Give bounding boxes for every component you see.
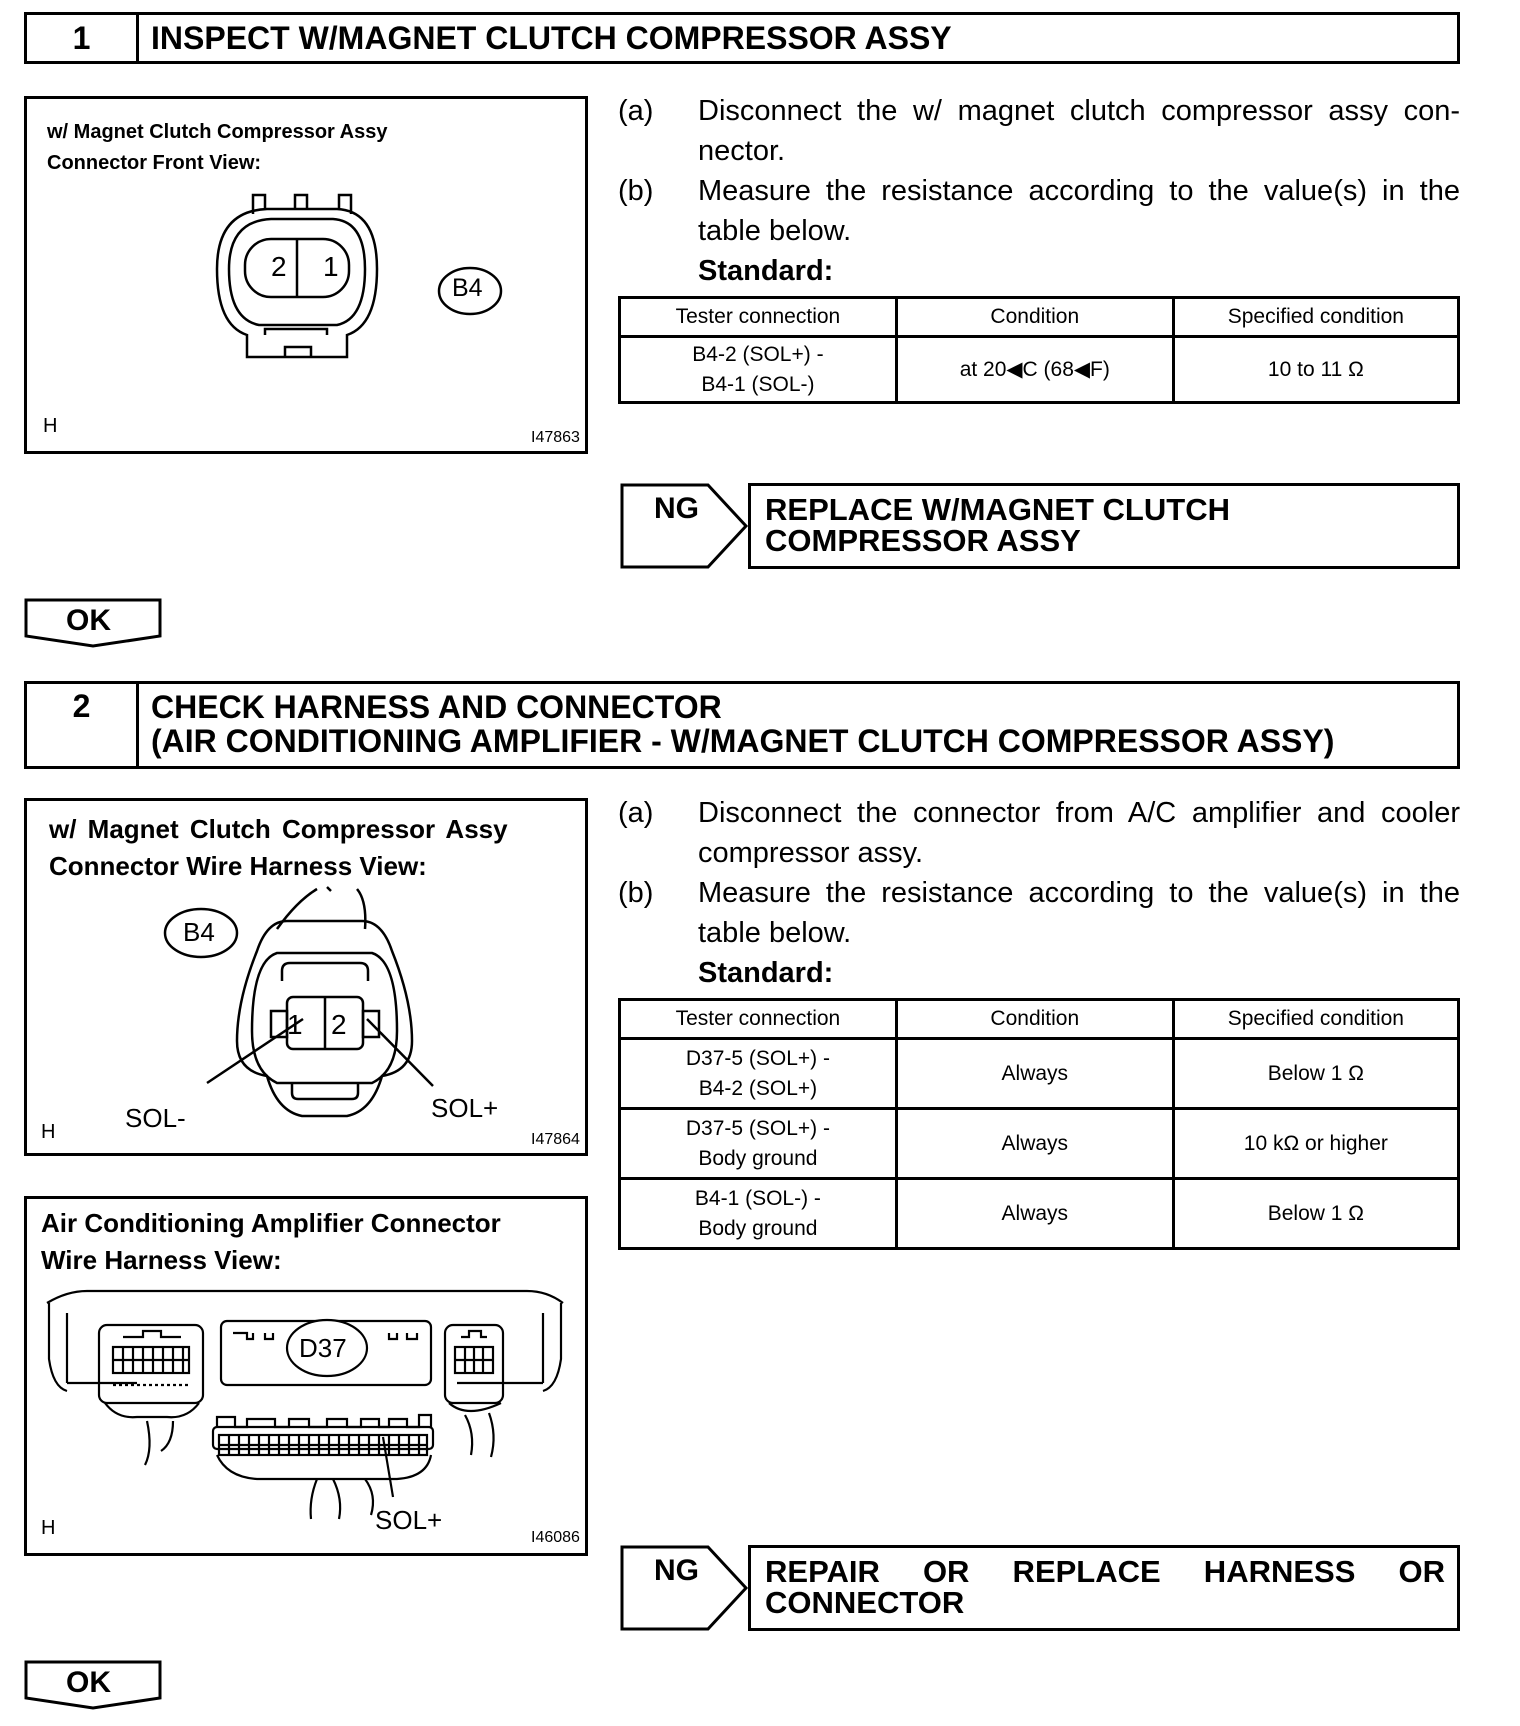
table-header: Specified condition <box>1173 1000 1458 1039</box>
figure-title: Air Conditioning Amplifier Connector Wire Harness View: <box>41 1208 501 1275</box>
table-header-row <box>620 1000 1459 1039</box>
spec-cell: 10 to 11 Ω <box>1173 337 1458 403</box>
ok-label: OK <box>66 1666 111 1699</box>
table-row <box>620 1039 1459 1109</box>
amplifier-connector-diagram <box>27 1199 585 1553</box>
compressor-connector-diagram <box>27 801 585 1153</box>
ng-result-box <box>748 483 1460 569</box>
table-row <box>620 1109 1459 1179</box>
connector-code: D37 <box>299 1333 347 1363</box>
step-1-standard-table <box>618 296 1460 404</box>
compressor-wire-harness-figure <box>24 798 588 1156</box>
table-header: Condition <box>896 1000 1173 1039</box>
sol-plus-label: SOL+ <box>431 1093 499 1123</box>
table-row <box>620 1179 1459 1249</box>
step-1-header <box>24 12 1460 64</box>
step-2-standard-table <box>618 998 1460 1250</box>
tester-connection-cell: B4-1 (SOL-) - Body ground <box>620 1179 897 1249</box>
ok-label: OK <box>66 604 111 637</box>
ng-result-box <box>748 1545 1460 1631</box>
spec-cell: Below 1 Ω <box>1173 1179 1458 1249</box>
instruction-b: (b) Measure the resistance according to the value(s) in the table below. <box>618 877 1460 949</box>
tester-connection-cell: D37-5 (SOL+) - Body ground <box>620 1109 897 1179</box>
condition-cell: at 20◀C (68◀F) <box>896 337 1173 403</box>
table-header-row <box>620 298 1459 337</box>
ng-label: NG <box>654 1554 699 1587</box>
figure-h-mark: H <box>41 1517 56 1539</box>
step-title: CHECK HARNESS AND CONNECTOR (AIR CONDITIONING AMPLIFIER - W/MAGNET CLUTCH COMPRESSOR ASSY) <box>151 689 1335 759</box>
sol-plus-label: SOL+ <box>375 1505 443 1535</box>
pin-2-label: 2 <box>331 1009 347 1040</box>
figure-h-mark: H <box>43 415 58 437</box>
table-header: Specified condition <box>1173 298 1458 337</box>
instruction-a: (a) Disconnect the connector from A/C amplifier and cooler compressor assy. <box>618 797 1460 869</box>
figure-id: I47863 <box>531 429 580 446</box>
table-header: Tester connection <box>620 298 897 337</box>
connector-front-view-diagram <box>27 99 585 451</box>
ng-result-text: REPAIR OR REPLACE HARNESS OR CONNECTOR <box>765 1554 1454 1620</box>
connector-front-view-figure <box>24 96 588 454</box>
figure-h-mark: H <box>41 1121 56 1143</box>
connector-code: B4 <box>183 917 215 947</box>
step-2-instructions <box>618 793 1460 993</box>
spec-cell: Below 1 Ω <box>1173 1039 1458 1109</box>
figure-id: I47864 <box>531 1131 580 1148</box>
step-2-header <box>24 681 1460 769</box>
tester-connection-cell: B4-2 (SOL+) - B4-1 (SOL-) <box>620 337 897 403</box>
amplifier-wire-harness-figure <box>24 1196 588 1556</box>
pin-1-label: 1 <box>323 251 339 282</box>
pin-1-label: 1 <box>287 1009 303 1040</box>
instruction-b: (b) Measure the resistance according to the value(s) in the table below. <box>618 175 1460 247</box>
table-header: Tester connection <box>620 1000 897 1039</box>
standard-label: Standard: <box>698 255 834 287</box>
sol-minus-label: SOL- <box>125 1103 186 1133</box>
ng-label: NG <box>654 492 699 525</box>
condition-cell: Always <box>896 1179 1173 1249</box>
step-number: 1 <box>27 15 139 61</box>
step-title: INSPECT W/MAGNET CLUTCH COMPRESSOR ASSY <box>151 20 952 56</box>
tester-connection-cell: D37-5 (SOL+) - B4-2 (SOL+) <box>620 1039 897 1109</box>
pin-2-label: 2 <box>271 251 287 282</box>
step-1-instructions <box>618 91 1460 291</box>
condition-cell: Always <box>896 1109 1173 1179</box>
figure-title: w/ Magnet Clutch Compressor Assy Connector Front View: <box>47 121 388 174</box>
spec-cell: 10 kΩ or higher <box>1173 1109 1458 1179</box>
table-row <box>620 337 1459 403</box>
figure-id: I46086 <box>531 1529 580 1546</box>
instruction-a: (a) Disconnect the w/ magnet clutch compressor assy con-nector. <box>618 95 1460 167</box>
figure-title: w/ Magnet Clutch Compressor Assy Connector Wire Harness View: <box>49 814 508 881</box>
standard-label: Standard: <box>698 957 834 989</box>
connector-code: B4 <box>452 274 483 302</box>
step-number: 2 <box>27 684 139 766</box>
table-header: Condition <box>896 298 1173 337</box>
ng-result-text: REPLACE W/MAGNET CLUTCH COMPRESSOR ASSY <box>765 492 1230 558</box>
condition-cell: Always <box>896 1039 1173 1109</box>
